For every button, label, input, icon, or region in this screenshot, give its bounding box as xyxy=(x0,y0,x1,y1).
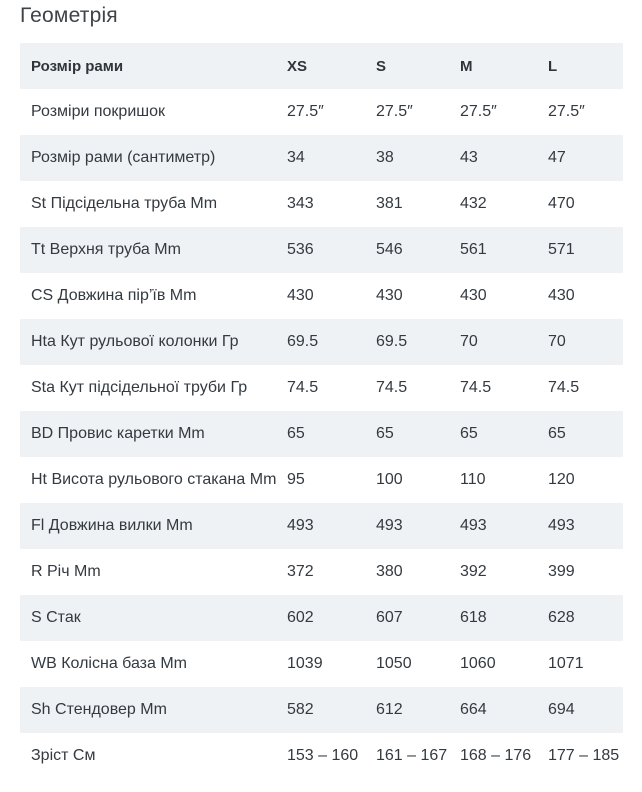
value-cell: 546 xyxy=(376,241,403,258)
page-title: Геометрія xyxy=(20,4,118,27)
table-row xyxy=(20,595,623,641)
table-row xyxy=(20,733,623,779)
value-cell: 430 xyxy=(287,287,314,304)
value-cell: 65 xyxy=(287,425,305,442)
value-cell: 430 xyxy=(460,287,487,304)
value-cell: 74.5 xyxy=(376,379,408,396)
value-cell: 65 xyxy=(376,425,394,442)
header-cell-xs: XS xyxy=(287,57,308,75)
value-cell: 43 xyxy=(460,149,478,166)
table-row xyxy=(20,687,623,733)
value-cell: 694 xyxy=(548,701,575,718)
header-cell-m: M xyxy=(460,57,473,75)
row-label-cell: WB Колісна база Mm xyxy=(31,655,188,672)
value-cell: 74.5 xyxy=(287,379,319,396)
row-label-cell: CS Довжина пір’їв Mm xyxy=(31,287,197,304)
value-cell: 65 xyxy=(548,425,566,442)
row-label-cell: Розміри покришок xyxy=(31,103,165,120)
table-row xyxy=(20,273,623,319)
row-label-cell: Ht Висота рульового стакана Mm xyxy=(31,471,277,488)
table-body xyxy=(20,89,623,779)
table-row xyxy=(20,181,623,227)
value-cell: 493 xyxy=(548,517,575,534)
table-row xyxy=(20,641,623,687)
value-cell: 470 xyxy=(548,195,575,212)
value-cell: 38 xyxy=(376,149,394,166)
value-cell: 380 xyxy=(376,563,403,580)
table-header-row xyxy=(20,43,623,89)
value-cell: 70 xyxy=(460,333,478,350)
row-label-cell: Hta Кут рульової колонки Гр xyxy=(31,333,239,350)
row-label-cell: S Стак xyxy=(31,609,81,626)
table-row xyxy=(20,549,623,595)
value-cell: 381 xyxy=(376,195,403,212)
value-cell: 161 – 167 xyxy=(376,747,448,764)
row-label-cell: Sh Стендовер Mm xyxy=(31,701,167,718)
row-label-cell: Tt Верхня труба Mm xyxy=(31,241,181,258)
table-row xyxy=(20,365,623,411)
value-cell: 628 xyxy=(548,609,575,626)
value-cell: 582 xyxy=(287,701,314,718)
table-row xyxy=(20,89,623,135)
value-cell: 430 xyxy=(376,287,403,304)
value-cell: 69.5 xyxy=(376,333,408,350)
header-cell-l: L xyxy=(548,57,558,75)
value-cell: 343 xyxy=(287,195,314,212)
header-cell-frame-size: Розмір рами xyxy=(31,57,124,75)
value-cell: 47 xyxy=(548,149,566,166)
value-cell: 399 xyxy=(548,563,575,580)
value-cell: 602 xyxy=(287,609,314,626)
value-cell: 1039 xyxy=(287,655,323,672)
row-label-cell: St Підсідельна труба Mm xyxy=(31,195,218,212)
value-cell: 372 xyxy=(287,563,314,580)
row-label-cell: Fl Довжина вилки Mm xyxy=(31,517,193,534)
row-label-cell: Зріст См xyxy=(31,747,96,764)
row-label-cell: Sta Кут підсідельної труби Гр xyxy=(31,379,248,396)
value-cell: 27.5″ xyxy=(376,103,413,120)
value-cell: 571 xyxy=(548,241,575,258)
value-cell: 70 xyxy=(548,333,566,350)
value-cell: 493 xyxy=(287,517,314,534)
value-cell: 74.5 xyxy=(460,379,492,396)
value-cell: 27.5″ xyxy=(548,103,585,120)
header-cell-s: S xyxy=(376,57,387,75)
value-cell: 664 xyxy=(460,701,487,718)
value-cell: 1071 xyxy=(548,655,584,672)
row-label-cell: BD Провис каретки Mm xyxy=(31,425,205,442)
value-cell: 430 xyxy=(548,287,575,304)
value-cell: 432 xyxy=(460,195,487,212)
table-row xyxy=(20,319,623,365)
value-cell: 1060 xyxy=(460,655,496,672)
table-row xyxy=(20,227,623,273)
table-row xyxy=(20,135,623,181)
table-row xyxy=(20,457,623,503)
geometry-table xyxy=(20,43,623,779)
row-label-cell: Розмір рами (сантиметр) xyxy=(31,149,216,166)
value-cell: 69.5 xyxy=(287,333,319,350)
value-cell: 618 xyxy=(460,609,487,626)
value-cell: 95 xyxy=(287,471,305,488)
value-cell: 120 xyxy=(548,471,575,488)
row-label-cell: R Річ Mm xyxy=(31,563,101,580)
value-cell: 153 – 160 xyxy=(287,747,359,764)
value-cell: 100 xyxy=(376,471,403,488)
value-cell: 27.5″ xyxy=(287,103,324,120)
table-row xyxy=(20,411,623,457)
value-cell: 561 xyxy=(460,241,487,258)
value-cell: 65 xyxy=(460,425,478,442)
value-cell: 607 xyxy=(376,609,403,626)
value-cell: 168 – 176 xyxy=(460,747,532,764)
table-row xyxy=(20,503,623,549)
value-cell: 110 xyxy=(460,471,486,488)
value-cell: 392 xyxy=(460,563,487,580)
value-cell: 1050 xyxy=(376,655,412,672)
value-cell: 493 xyxy=(460,517,487,534)
value-cell: 34 xyxy=(287,149,305,166)
value-cell: 27.5″ xyxy=(460,103,497,120)
value-cell: 177 – 185 xyxy=(548,747,620,764)
value-cell: 536 xyxy=(287,241,314,258)
value-cell: 493 xyxy=(376,517,403,534)
value-cell: 74.5 xyxy=(548,379,580,396)
value-cell: 612 xyxy=(376,701,403,718)
